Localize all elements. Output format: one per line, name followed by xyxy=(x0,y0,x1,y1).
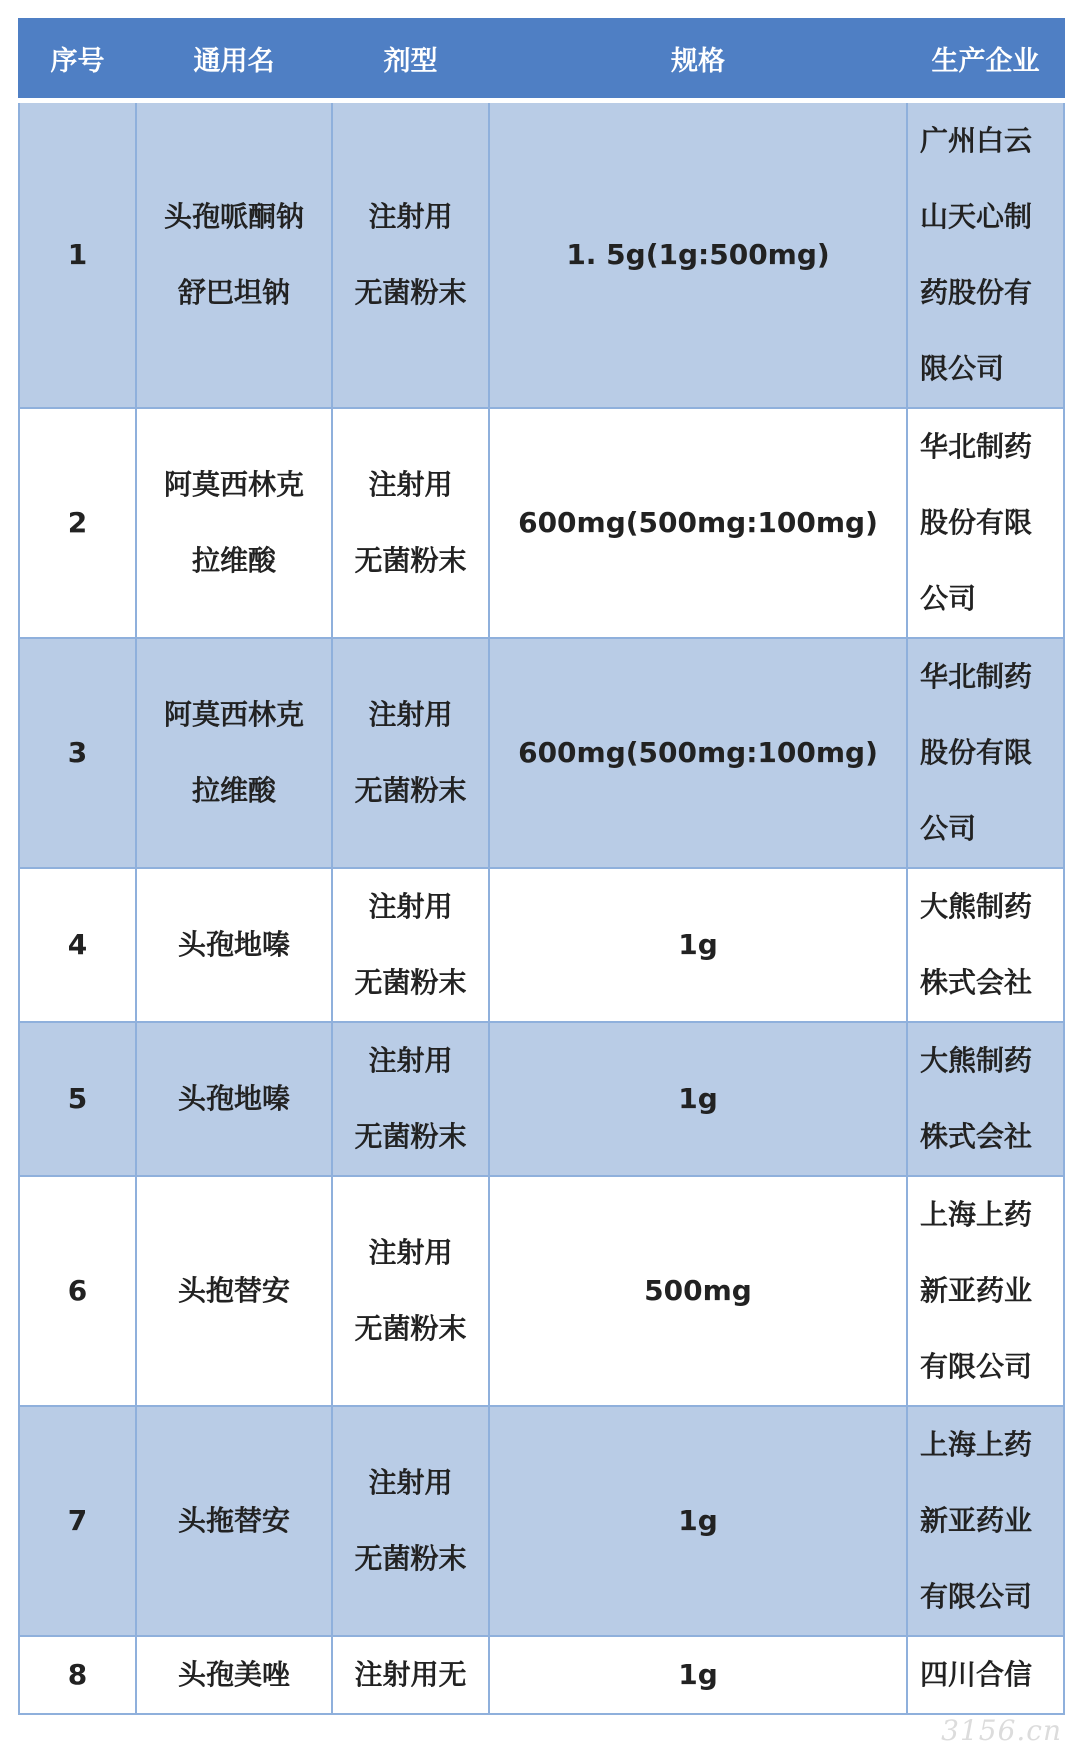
cell-serial-number xyxy=(19,1406,136,1636)
cell-generic-name-line: 头孢美唑 xyxy=(177,1658,290,1691)
cell-dosage-form-line: 注射用 xyxy=(368,890,453,923)
cell-dosage-form-line: 无菌粉末 xyxy=(354,1312,467,1345)
cell-dosage-form-line: 注射用 xyxy=(368,1044,453,1077)
cell-serial-number xyxy=(19,1022,136,1176)
cell-manufacturer-line: 上海上药 xyxy=(920,1428,1033,1461)
cell-manufacturer-line: 新亚药业 xyxy=(920,1504,1033,1537)
cell-specification xyxy=(489,1636,907,1714)
cell-serial-number xyxy=(19,1176,136,1406)
cell-dosage-form xyxy=(332,638,489,868)
cell-generic-name-line: 头孢地嗪 xyxy=(177,928,290,961)
cell-specification xyxy=(489,638,907,868)
cell-generic-name-line: 阿莫西林克 xyxy=(163,468,304,501)
cell-generic-name xyxy=(136,1022,332,1176)
cell-serial-number xyxy=(19,868,136,1022)
header-manufacturer: 生产企业 xyxy=(907,18,1064,101)
cell-manufacturer-line: 药股份有 xyxy=(920,276,1033,309)
cell-manufacturer xyxy=(907,1406,1064,1636)
cell-manufacturer-line: 广州白云 xyxy=(920,124,1033,157)
cell-serial-number-line: 7 xyxy=(67,1504,88,1537)
cell-manufacturer-line: 公司 xyxy=(920,582,977,615)
cell-serial-number xyxy=(19,101,136,409)
cell-dosage-form-line: 注射用无 xyxy=(354,1658,467,1691)
cell-generic-name-line: 头孢哌酮钠 xyxy=(163,200,304,233)
cell-generic-name xyxy=(136,638,332,868)
cell-manufacturer xyxy=(907,101,1064,409)
cell-generic-name-line: 阿莫西林克 xyxy=(163,698,304,731)
cell-serial-number-line: 8 xyxy=(67,1658,88,1691)
watermark: 3156.cn xyxy=(941,1714,1062,1747)
cell-generic-name-line: 头抱替安 xyxy=(177,1274,290,1307)
header-generic-name: 通用名 xyxy=(136,18,332,101)
cell-manufacturer-line: 上海上药 xyxy=(920,1198,1033,1231)
cell-generic-name xyxy=(136,1636,332,1714)
table-row xyxy=(19,101,1064,409)
cell-dosage-form xyxy=(332,1636,489,1714)
cell-serial-number-line: 3 xyxy=(67,736,88,769)
table-row xyxy=(19,1636,1064,1714)
cell-dosage-form xyxy=(332,868,489,1022)
cell-generic-name-line: 拉维酸 xyxy=(191,774,276,807)
cell-serial-number-line: 1 xyxy=(67,238,88,271)
cell-specification xyxy=(489,868,907,1022)
table-row xyxy=(19,1176,1064,1406)
cell-serial-number-line: 6 xyxy=(67,1274,88,1307)
cell-generic-name-line: 舒巴坦钠 xyxy=(177,276,290,309)
header-row xyxy=(19,18,1064,101)
cell-manufacturer-line: 股份有限 xyxy=(920,506,1033,539)
cell-manufacturer-line: 四川合信 xyxy=(920,1658,1033,1691)
drug-table-container xyxy=(18,18,1063,1715)
cell-manufacturer-line: 华北制药 xyxy=(920,660,1033,693)
cell-dosage-form-line: 无菌粉末 xyxy=(354,966,467,999)
cell-specification-line: 500mg xyxy=(644,1274,752,1307)
cell-generic-name-line: 头孢地嗪 xyxy=(177,1082,290,1115)
table-row xyxy=(19,868,1064,1022)
cell-generic-name-line: 头拖替安 xyxy=(177,1504,290,1537)
cell-dosage-form-line: 无菌粉末 xyxy=(354,1120,467,1153)
cell-specification-line: 1g xyxy=(678,1082,718,1115)
table-row xyxy=(19,1406,1064,1636)
cell-manufacturer-line: 大熊制药 xyxy=(920,1044,1033,1077)
cell-dosage-form-line: 注射用 xyxy=(368,698,453,731)
cell-dosage-form-line: 无菌粉末 xyxy=(354,276,467,309)
cell-manufacturer-line: 新亚药业 xyxy=(920,1274,1033,1307)
cell-specification-line: 600mg(500mg:100mg) xyxy=(518,736,878,769)
table-row xyxy=(19,638,1064,868)
cell-manufacturer-line: 株式会社 xyxy=(920,1120,1033,1153)
cell-manufacturer-line: 有限公司 xyxy=(920,1350,1033,1383)
cell-dosage-form xyxy=(332,408,489,638)
cell-manufacturer-line: 大熊制药 xyxy=(920,890,1033,923)
table-row xyxy=(19,408,1064,638)
cell-dosage-form xyxy=(332,1022,489,1176)
drug-table xyxy=(18,18,1065,1715)
cell-dosage-form xyxy=(332,1406,489,1636)
cell-manufacturer xyxy=(907,1176,1064,1406)
cell-specification-line: 1g xyxy=(678,1658,718,1691)
cell-serial-number-line: 2 xyxy=(67,506,88,539)
cell-specification xyxy=(489,1176,907,1406)
cell-generic-name-line: 拉维酸 xyxy=(191,544,276,577)
cell-manufacturer-line: 公司 xyxy=(920,812,977,845)
cell-manufacturer-line: 山天心制 xyxy=(920,200,1033,233)
cell-serial-number xyxy=(19,1636,136,1714)
cell-dosage-form-line: 注射用 xyxy=(368,1236,453,1269)
cell-dosage-form xyxy=(332,1176,489,1406)
cell-specification-line: 600mg(500mg:100mg) xyxy=(518,506,878,539)
cell-specification-line: 1g xyxy=(678,1504,718,1537)
cell-dosage-form-line: 无菌粉末 xyxy=(354,774,467,807)
cell-serial-number-line: 4 xyxy=(67,928,88,961)
cell-dosage-form-line: 注射用 xyxy=(368,468,453,501)
cell-specification xyxy=(489,1022,907,1176)
cell-dosage-form-line: 注射用 xyxy=(368,200,453,233)
header-specification: 规格 xyxy=(489,18,907,101)
cell-serial-number xyxy=(19,408,136,638)
header-dosage-form: 剂型 xyxy=(332,18,489,101)
cell-specification xyxy=(489,408,907,638)
cell-generic-name xyxy=(136,868,332,1022)
cell-specification xyxy=(489,1406,907,1636)
cell-dosage-form-line: 无菌粉末 xyxy=(354,544,467,577)
cell-manufacturer-line: 株式会社 xyxy=(920,966,1033,999)
cell-serial-number xyxy=(19,638,136,868)
table-row xyxy=(19,1022,1064,1176)
cell-generic-name xyxy=(136,408,332,638)
cell-manufacturer xyxy=(907,1636,1064,1714)
cell-manufacturer xyxy=(907,1022,1064,1176)
cell-dosage-form-line: 无菌粉末 xyxy=(354,1542,467,1575)
cell-specification-line: 1g xyxy=(678,928,718,961)
cell-manufacturer xyxy=(907,408,1064,638)
cell-manufacturer xyxy=(907,638,1064,868)
cell-specification xyxy=(489,101,907,409)
cell-manufacturer-line: 限公司 xyxy=(920,352,1005,385)
cell-dosage-form-line: 注射用 xyxy=(368,1466,453,1499)
cell-manufacturer-line: 华北制药 xyxy=(920,430,1033,463)
table-header xyxy=(19,18,1064,101)
cell-specification-line: 1. 5g(1g:500mg) xyxy=(566,238,830,271)
cell-generic-name xyxy=(136,1176,332,1406)
cell-serial-number-line: 5 xyxy=(67,1082,88,1115)
cell-manufacturer-line: 有限公司 xyxy=(920,1580,1033,1613)
cell-generic-name xyxy=(136,101,332,409)
table-body xyxy=(19,101,1064,1715)
header-serial-number: 序号 xyxy=(19,18,136,101)
cell-generic-name xyxy=(136,1406,332,1636)
cell-manufacturer-line: 股份有限 xyxy=(920,736,1033,769)
cell-manufacturer xyxy=(907,868,1064,1022)
cell-dosage-form xyxy=(332,101,489,409)
